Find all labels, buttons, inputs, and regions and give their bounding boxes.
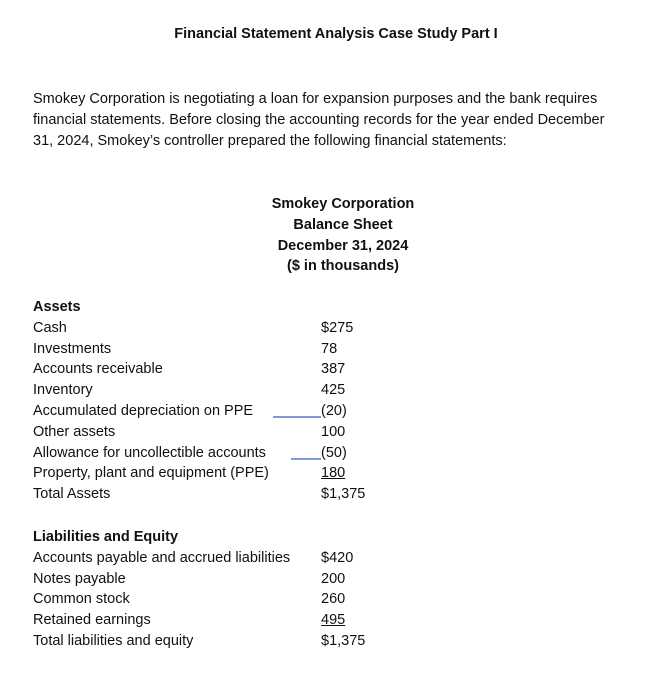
row-label: Accumulated depreciation on PPE (33, 402, 254, 419)
table-row (33, 339, 453, 360)
intro-paragraph (33, 89, 663, 152)
row-value: $1,375 (321, 486, 366, 503)
row-value: $420 (321, 549, 354, 566)
table-row (33, 401, 453, 422)
table-row (33, 422, 453, 443)
row-value: 100 (321, 423, 346, 440)
row-label: Accounts receivable (33, 361, 163, 378)
row-label: Notes payable (33, 570, 126, 587)
intro-line: financial statements. Before closing the accounting records for the year ended December (33, 112, 605, 128)
intro-line: 31, 2024, Smokey’s controller prepared the following financial statements: (33, 133, 507, 149)
table-row-total (33, 631, 453, 652)
document-title: Financial Statement Analysis Case Study Part I (174, 26, 498, 42)
company-name: Smokey Corporation (271, 196, 415, 212)
row-label: Allowance for uncollectible accounts (33, 444, 266, 461)
row-value: (20) (321, 402, 347, 419)
row-label: Accounts payable and accrued liabilities (33, 549, 291, 566)
table-row (33, 463, 453, 484)
table-row (33, 548, 453, 569)
statement-header (243, 194, 443, 277)
row-label: Common stock (33, 591, 130, 608)
liabilities-section (33, 527, 453, 652)
row-label: Investments (33, 340, 112, 357)
table-row (33, 359, 453, 380)
row-label: Other assets (33, 423, 116, 440)
row-value: (50) (321, 444, 347, 461)
statement-units: ($ in thousands) (287, 258, 399, 275)
table-row (33, 569, 453, 590)
assets-section (33, 297, 453, 505)
row-value: $275 (321, 319, 354, 336)
row-label: Cash (33, 319, 67, 336)
row-value: 387 (321, 361, 346, 378)
row-value: 78 (321, 340, 338, 357)
row-label: Property, plant and equipment (PPE) (33, 465, 269, 482)
row-value: $1,375 (321, 632, 366, 649)
statement-name: Balance Sheet (293, 216, 393, 233)
row-value: 260 (321, 591, 346, 608)
intro-line: Smokey Corporation is negotiating a loan for expansion purposes and the bank requires (33, 91, 598, 107)
row-label: Total liabilities and equity (33, 632, 194, 649)
row-label: Inventory (33, 382, 93, 399)
assets-heading: Assets (33, 299, 81, 315)
leader-line (291, 458, 321, 460)
liabilities-heading: Liabilities and Equity (33, 529, 179, 545)
leader-line (273, 416, 321, 418)
row-label: Retained earnings (33, 612, 151, 629)
table-row (33, 318, 453, 339)
row-value: 425 (321, 382, 346, 399)
table-row (33, 610, 453, 631)
table-row (33, 443, 453, 464)
row-label: Total Assets (33, 486, 111, 503)
table-row (33, 380, 453, 401)
row-value: 180 (321, 465, 346, 482)
table-row-total (33, 484, 453, 505)
row-value: 495 (321, 612, 346, 629)
row-value: 200 (321, 570, 346, 587)
statement-date: December 31, 2024 (277, 237, 409, 254)
table-row (33, 589, 453, 610)
